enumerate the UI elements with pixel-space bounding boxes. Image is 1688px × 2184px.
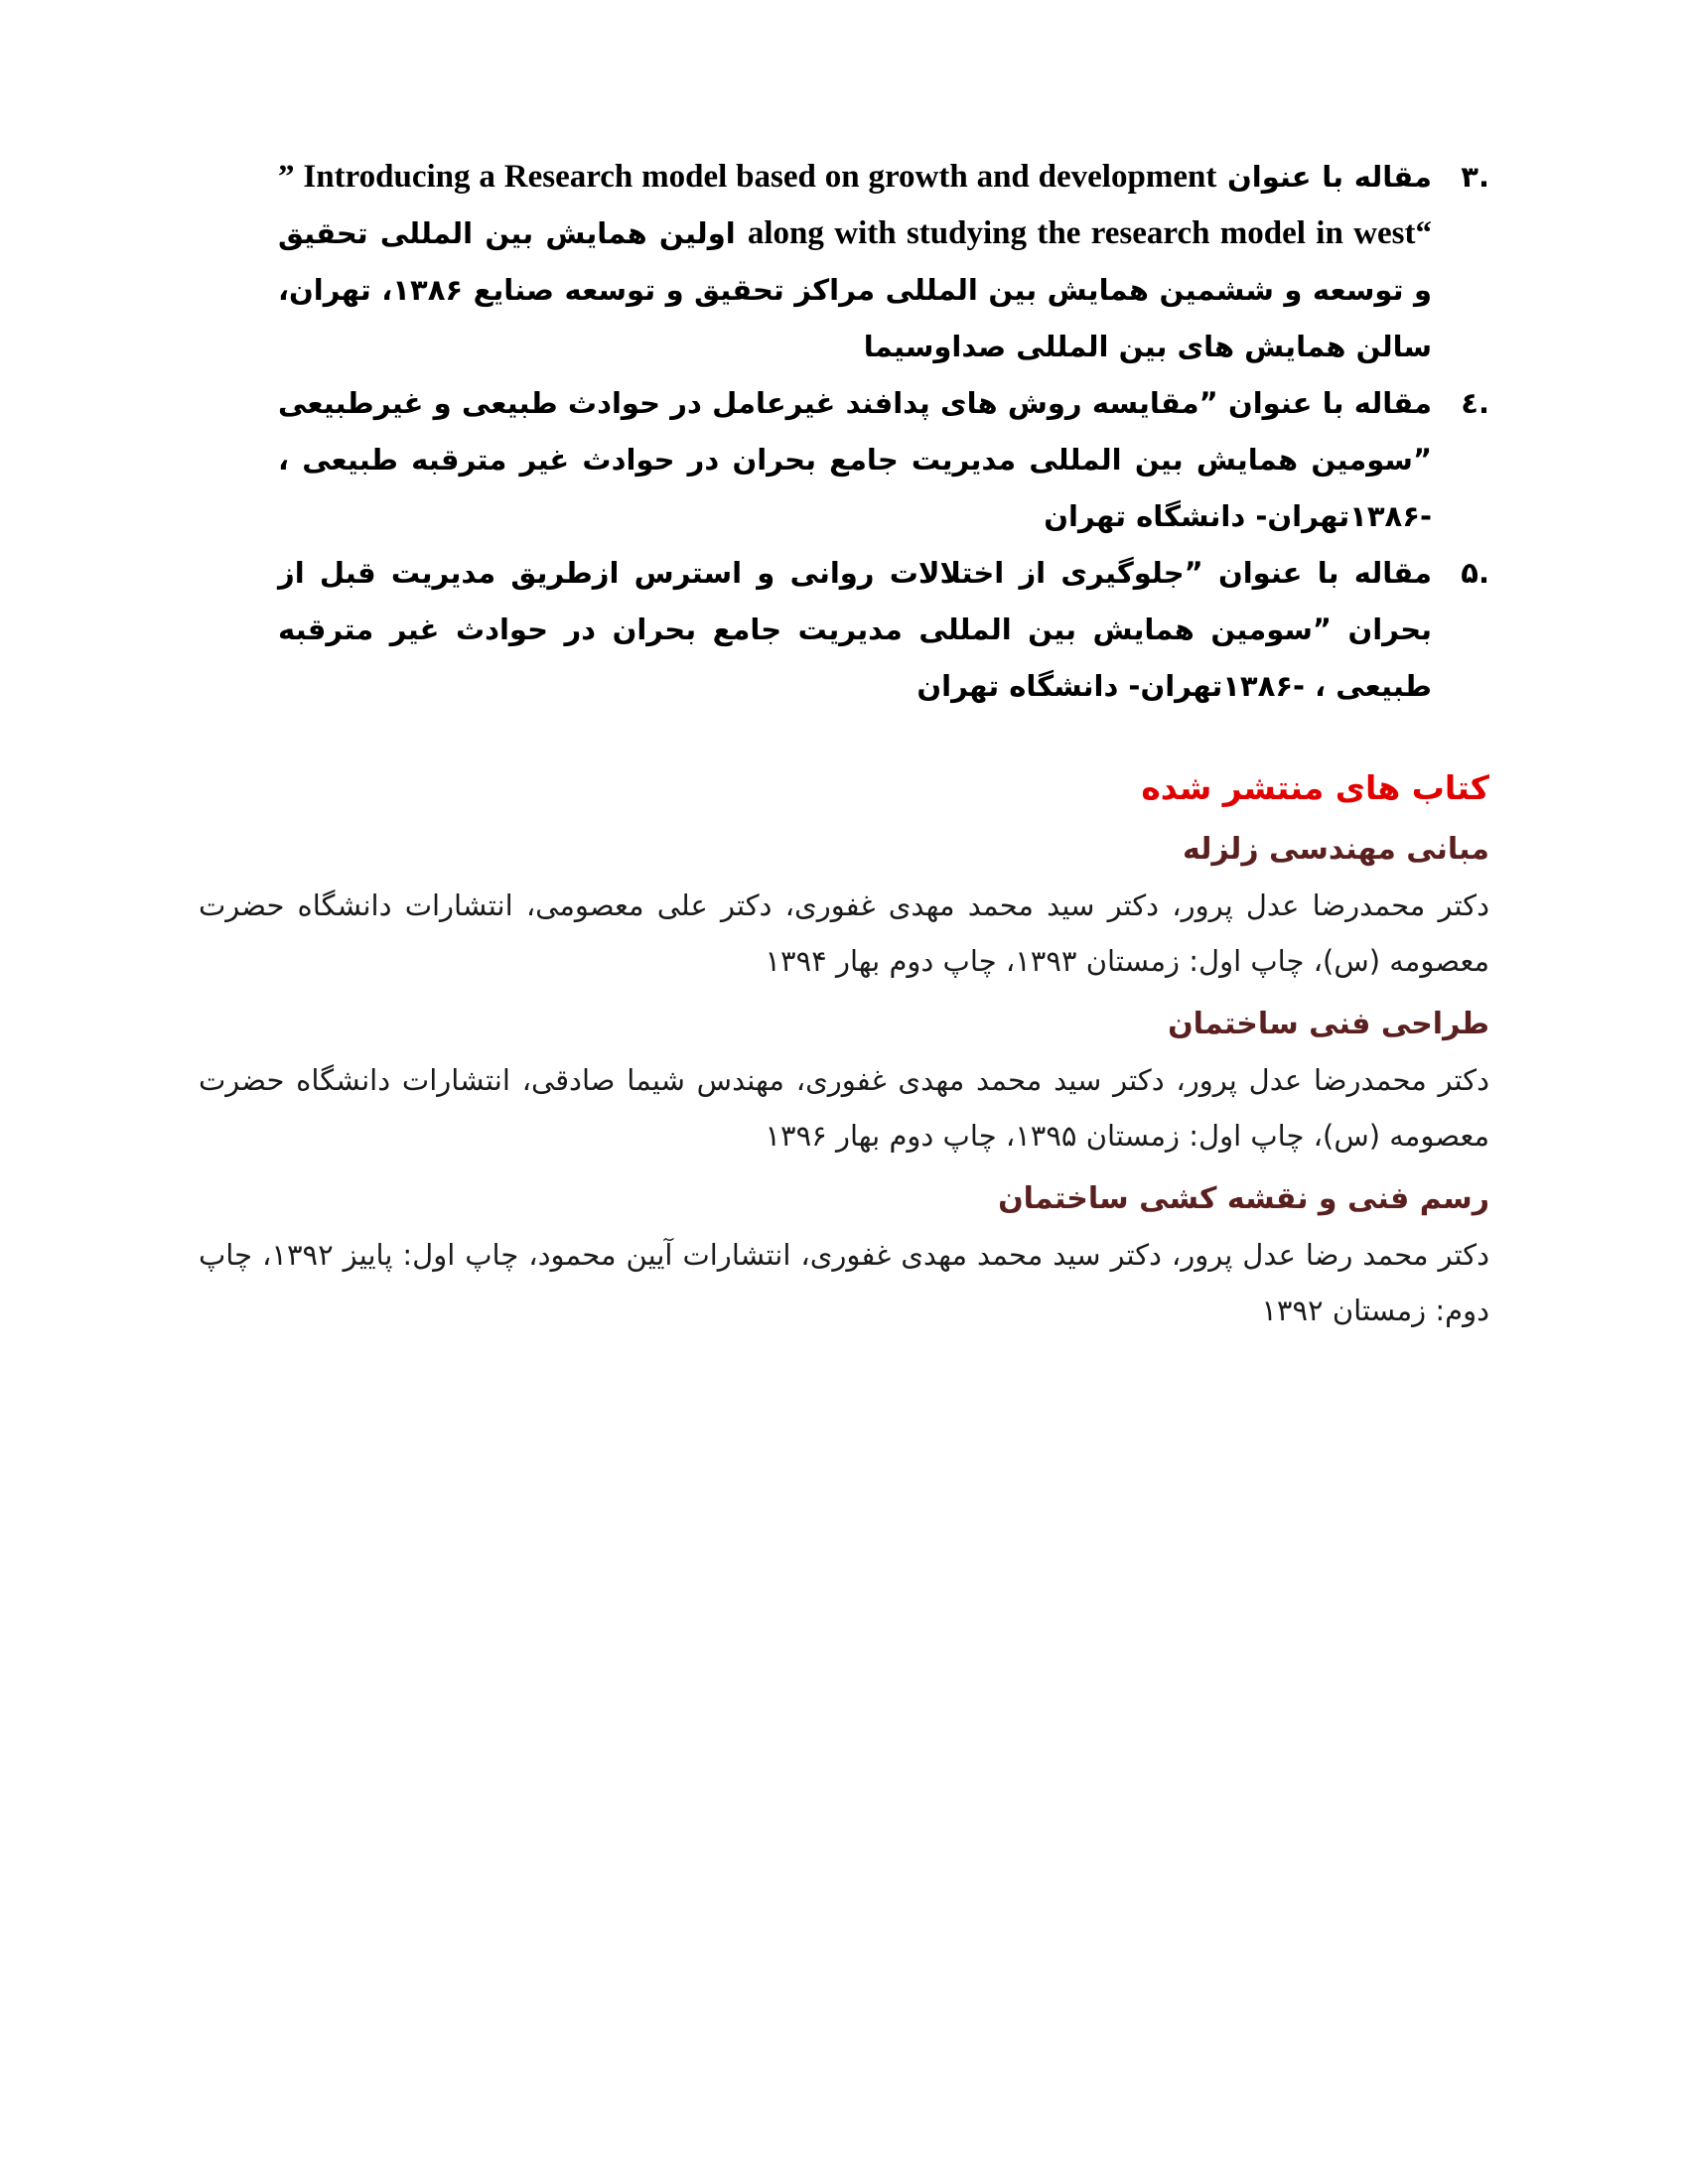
list-item [278, 375, 1489, 545]
list-number: .۵ [1461, 556, 1489, 590]
article-list [278, 149, 1489, 715]
article-citation: مقاله با عنوان ”جلوگیری از اختلالات روانی و استرس ازطریق مدیریت قبل از بحران ”سومین همایش بین المللی مدیریت جامع بحران در حوادث غیر مترقبه طبیعی ، -۱۳۸۶تهران- دانشگاه تهران [278, 556, 1432, 703]
article-prefix: مقاله با عنوان [1227, 160, 1432, 194]
section-heading: کتاب های منتشر شده [1141, 768, 1489, 807]
list-number: .۳ [1461, 160, 1489, 194]
book-title: طراحی فنی ساختمان [1168, 1007, 1489, 1041]
book-entry [199, 997, 1489, 1163]
book-entry [199, 1171, 1489, 1338]
book-details: دکتر محمدرضا عدل پرور، دکتر سید محمد مهدی غفوری، دکتر علی معصومی، انتشارات دانشگاه حضرت معصومه (س)، چاپ اول: زمستان ۱۳۹۳، چاپ دوم بهار ۱۳۹۴ [199, 888, 1489, 978]
article-english-title: ” Introducing a Research model based on growth and development along with studying the research model in west“ [278, 159, 1432, 251]
book-list [199, 822, 1489, 1338]
book-details: دکتر محمد رضا عدل پرور، دکتر سید محمد مهدی غفوری، انتشارات آیین محمود، چاپ اول: پاییز ۱۳۹۲، چاپ دوم: زمستان ۱۳۹۲ [199, 1238, 1489, 1327]
article-citation: مقاله با عنوان ”مقایسه روش های پدافند غیرعامل در حوادث طبیعی و غیرطبیعی ”سومین همایش بین المللی مدیریت جامع بحران در حوادث غیر مترقبه طبیعی ، -۱۳۸۶تهران- دانشگاه تهران [278, 386, 1432, 533]
book-title: رسم فنی و نقشه کشی ساختمان [998, 1181, 1489, 1216]
article-citation [278, 149, 1432, 375]
list-item [278, 149, 1489, 375]
document-page [199, 149, 1489, 2085]
book-entry [199, 822, 1489, 989]
list-number: .٤ [1461, 386, 1489, 420]
list-item [278, 545, 1489, 715]
article-venue: اولین همایش بین المللی تحقیق و توسعه و ششمین همایش بین المللی مراکز تحقیق و توسعه صنایع ۱۳۸۶، تهران، سالن همایش های بین المللی صداوسیما [278, 216, 1432, 363]
book-title: مبانی مهندسی زلزله [1182, 832, 1489, 867]
book-details: دکتر محمدرضا عدل پرور، دکتر سید محمد مهدی غفوری، مهندس شیما صادقی، انتشارات دانشگاه حضرت معصومه (س)، چاپ اول: زمستان ۱۳۹۵، چاپ دوم بهار ۱۳۹۶ [199, 1063, 1489, 1153]
